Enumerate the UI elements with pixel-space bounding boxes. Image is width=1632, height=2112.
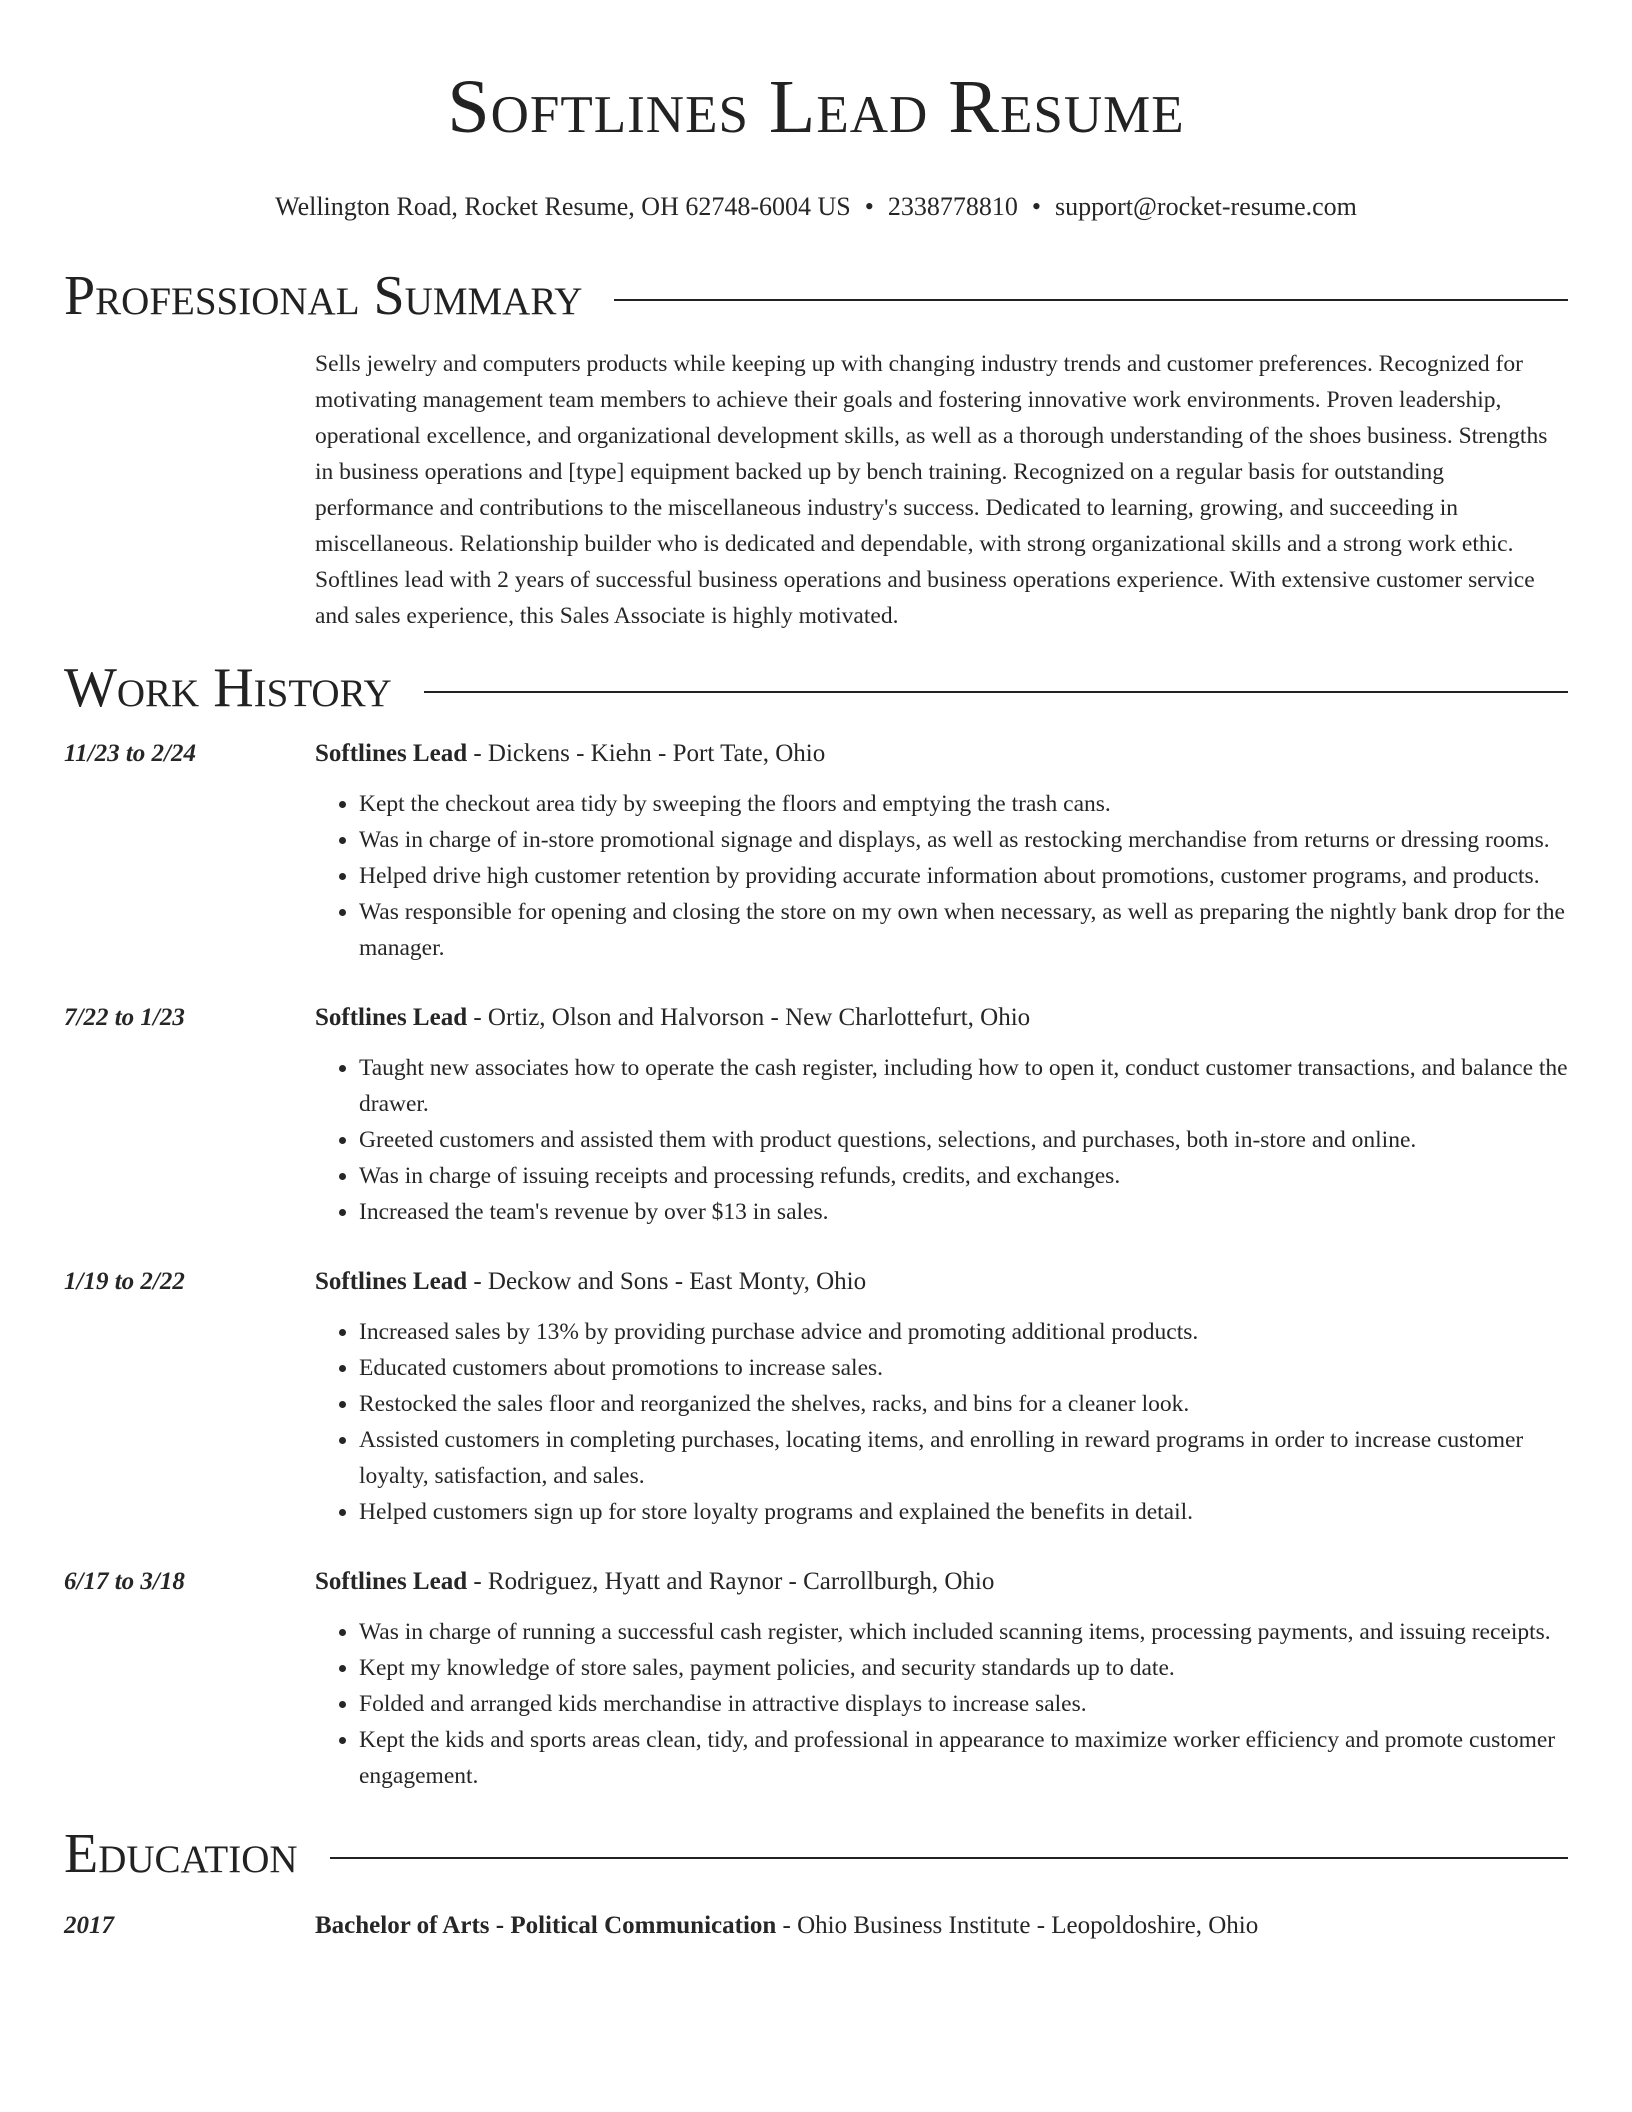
- contact-address: Wellington Road, Rocket Resume, OH 62748-6004 US: [275, 192, 851, 221]
- job-bullet: • Greeted customers and assisted them with product questions, selections, and purchases, both in-store and online.: [359, 1122, 1568, 1158]
- education-details: - Ohio Business Institute - Leopoldoshire, Ohio: [776, 1912, 1259, 1939]
- contact-separator: •: [1031, 192, 1041, 221]
- job-body: [315, 1000, 1568, 1230]
- job-dates: 6/17 to 3/18: [64, 1568, 185, 1595]
- job-details: - Ortiz, Olson and Halvorson - New Charlottefurt, Ohio: [467, 1004, 1031, 1031]
- section-divider: [424, 691, 1568, 693]
- job-bullets: [315, 1314, 1568, 1530]
- job-bullet: • Kept my knowledge of store sales, payment policies, and security standards up to date.: [359, 1650, 1568, 1686]
- job-header: [315, 1000, 1568, 1036]
- job-entry: [64, 1264, 1568, 1530]
- education-entry: [64, 1908, 1568, 1944]
- job-bullet: • Was responsible for opening and closing the store on my own when necessary, as well as preparing the nightly bank drop for the manager.: [359, 894, 1568, 966]
- job-bullet: • Kept the kids and sports areas clean, tidy, and professional in appearance to maximize worker efficiency and promote customer engagement.: [359, 1722, 1568, 1794]
- education-degree: Bachelor of Arts - Political Communication: [315, 1912, 777, 1939]
- contact-email: support@rocket-resume.com: [1054, 192, 1357, 221]
- job-bullets: [315, 1614, 1568, 1794]
- job-header: [315, 1564, 1568, 1600]
- job-entry: [64, 1564, 1568, 1794]
- job-body: [315, 736, 1568, 966]
- education-list: [64, 1908, 1568, 1944]
- job-role: Softlines Lead: [315, 740, 468, 767]
- job-bullet: • Was in charge of running a successful cash register, which included scanning items, processing payments, and issuing receipts.: [359, 1614, 1568, 1650]
- job-body: [315, 1564, 1568, 1794]
- job-bullet: • Was in charge of issuing receipts and processing refunds, credits, and exchanges.: [359, 1158, 1568, 1194]
- education-body: [315, 1908, 1568, 1944]
- job-bullet: • Folded and arranged kids merchandise in attractive displays to increase sales.: [359, 1686, 1568, 1722]
- summary-heading: Professional Summary: [64, 265, 583, 327]
- work-heading: Work History: [64, 657, 392, 719]
- section-divider: [330, 1857, 1568, 1859]
- summary-section-header: [64, 264, 1568, 328]
- contact-phone: 2338778810: [887, 192, 1018, 221]
- job-details: - Rodriguez, Hyatt and Raynor - Carrollburgh, Ohio: [467, 1568, 995, 1595]
- job-dates: 1/19 to 2/22: [64, 1268, 185, 1295]
- job-body: [315, 1264, 1568, 1530]
- education-section-header: [64, 1822, 1568, 1886]
- contact-separator: •: [864, 192, 874, 221]
- job-bullet: • Increased the team's revenue by over $13 in sales.: [359, 1194, 1568, 1230]
- education-header: [315, 1908, 1568, 1944]
- job-dates: 7/22 to 1/23: [64, 1004, 185, 1031]
- job-bullet: • Helped drive high customer retention by providing accurate information about promotions, customer programs, and products.: [359, 858, 1568, 894]
- job-role: Softlines Lead: [315, 1268, 468, 1295]
- job-dates: 11/23 to 2/24: [64, 740, 196, 767]
- resume-title: Softlines Lead Resume: [447, 65, 1185, 149]
- job-entry: [64, 736, 1568, 966]
- job-bullet: • Restocked the sales floor and reorganized the shelves, racks, and bins for a cleaner look.: [359, 1386, 1568, 1422]
- education-year: 2017: [64, 1912, 114, 1939]
- summary-text: Sells jewelry and computers products while keeping up with changing industry trends and customer preferences. Recognized for motivating management team members to achieve their goals and fostering innovative work environments. Proven leadership, operational excellence, and organizational development skills, as well as a thorough understanding of the shoes business. Strengths in business operations and [type] equipment backed up by bench training. Recognized on a regular basis for outstanding performance and contributions to the miscellaneous industry's success. Dedicated to learning, growing, and succeeding in miscellaneous. Relationship builder who is dedicated and dependable, with strong organizational skills and a strong work ethic. Softlines lead with 2 years of successful business operations and business operations experience. With extensive customer service and sales experience, this Sales Associate is highly motivated.: [315, 351, 1548, 629]
- job-bullet: • Educated customers about promotions to increase sales.: [359, 1350, 1568, 1386]
- job-bullets: [315, 1050, 1568, 1230]
- job-header: [315, 736, 1568, 772]
- job-bullet: • Taught new associates how to operate the cash register, including how to open it, conduct customer transactions, and balance the drawer.: [359, 1050, 1568, 1122]
- job-header: [315, 1264, 1568, 1300]
- job-entry: [64, 1000, 1568, 1230]
- work-history-list: [64, 736, 1568, 1794]
- contact-line: [64, 190, 1568, 224]
- section-divider: [614, 299, 1568, 301]
- job-bullet: • Increased sales by 13% by providing purchase advice and promoting additional products.: [359, 1314, 1568, 1350]
- job-bullet: • Kept the checkout area tidy by sweeping the floors and emptying the trash cans.: [359, 786, 1568, 822]
- work-section-header: [64, 656, 1568, 720]
- job-bullets: [315, 786, 1568, 966]
- job-bullet: • Assisted customers in completing purchases, locating items, and enrolling in reward programs in order to increase customer loyalty, satisfaction, and sales.: [359, 1422, 1568, 1494]
- job-bullet: • Was in charge of in-store promotional signage and displays, as well as restocking merchandise from returns or dressing rooms.: [359, 822, 1568, 858]
- job-bullet: • Helped customers sign up for store loyalty programs and explained the benefits in detail.: [359, 1494, 1568, 1530]
- job-details: - Deckow and Sons - East Monty, Ohio: [467, 1268, 867, 1295]
- job-details: - Dickens - Kiehn - Port Tate, Ohio: [467, 740, 826, 767]
- job-role: Softlines Lead: [315, 1568, 468, 1595]
- job-role: Softlines Lead: [315, 1004, 468, 1031]
- education-heading: Education: [64, 1823, 298, 1885]
